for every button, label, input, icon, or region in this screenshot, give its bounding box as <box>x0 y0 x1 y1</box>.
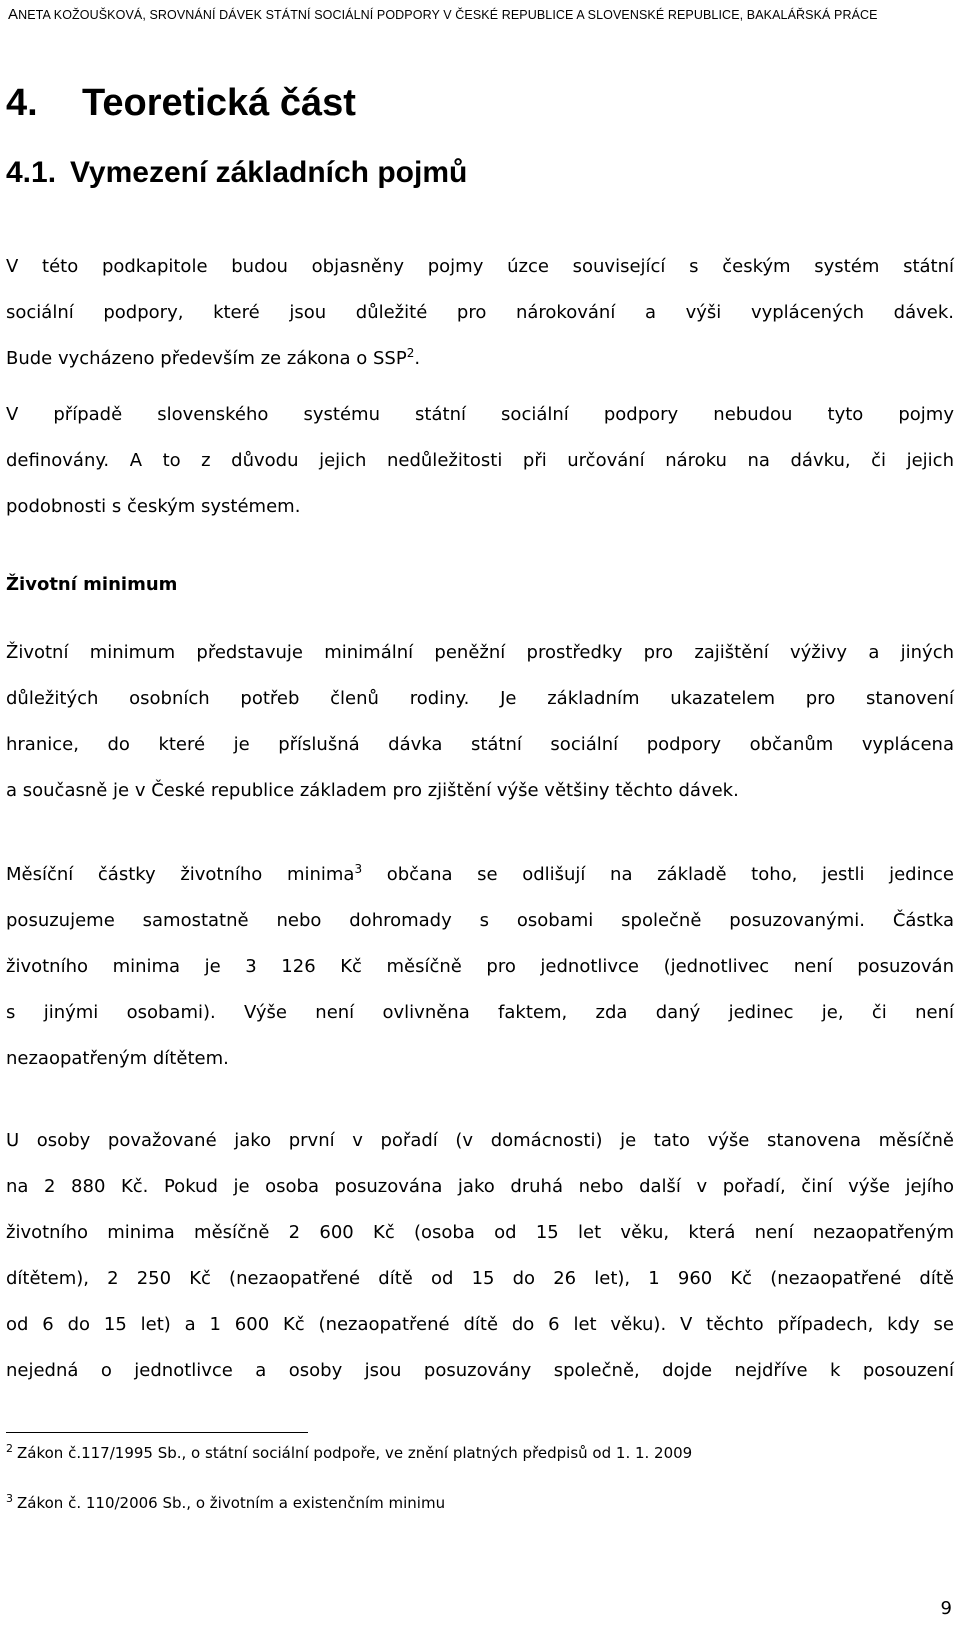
subsection-title: Vymezení základních pojmů <box>70 156 468 189</box>
paragraph-line: podobnosti s českým systémem. <box>6 496 301 517</box>
paragraph-line: nejedná o jednotlivce a osoby jsou posuzovány společně, dojde nejdříve k posouzení <box>6 1360 954 1381</box>
paragraph-household <box>6 1118 954 1394</box>
paragraph-line: nezaopatřeným dítětem. <box>6 1048 229 1069</box>
paragraph-line: sociální podpory, které jsou důležité pro nárokování a výši vyplácených dávek. <box>6 302 954 323</box>
footnote-divider <box>6 1432 308 1433</box>
paragraph-line: od 6 do 15 let) a 1 600 Kč (nezaopatřené dítě do 6 let věku). V těchto případech, kdy se <box>6 1314 954 1335</box>
running-header <box>8 6 952 23</box>
footnote-text: Zákon č.117/1995 Sb., o státní sociální podpoře, ve znění platných předpisů od 1. 1. 2009 <box>17 1444 693 1462</box>
subsection-heading <box>6 156 467 190</box>
paragraph-line: U osoby považované jako první v pořadí (v domácnosti) je tato výše stanovena měsíčně <box>6 1130 954 1151</box>
paragraph-line: životního minima je 3 126 Kč měsíčně pro jednotlivce (jednotlivec není posuzován <box>6 956 954 977</box>
subheading-zivotni-minimum: Životní minimum <box>6 574 178 595</box>
paragraph-line: na 2 880 Kč. Pokud je osoba posuzována jako druhá nebo další v pořadí, činí výše jejího <box>6 1176 954 1197</box>
paragraph-line: dítětem), 2 250 Kč (nezaopatřené dítě od 15 do 26 let), 1 960 Kč (nezaopatřené dítě <box>6 1268 954 1289</box>
paragraph-line <box>6 336 954 382</box>
paragraph-line: důležitých osobních potřeb členů rodiny. Je základním ukazatelem pro stanovení <box>6 688 954 709</box>
paragraph-line: posuzujeme samostatně nebo dohromady s osobami společně posuzovanými. Částka <box>6 910 954 931</box>
paragraph-line: životního minima měsíčně 2 600 Kč (osoba od 15 let věku, která není nezaopatřeným <box>6 1222 954 1243</box>
footnote-text: Zákon č. 110/2006 Sb., o životním a existenčním minimu <box>17 1494 446 1512</box>
paragraph-slovak-system <box>6 392 954 530</box>
paragraph-line: V této podkapitole budou objasněny pojmy úzce související s českým systém státní <box>6 256 954 277</box>
footnote-3 <box>6 1494 445 1512</box>
paragraph-definition <box>6 630 954 814</box>
footnote-mark: 3 <box>6 1492 13 1505</box>
subsection-number: 4.1. <box>6 156 57 189</box>
paragraph-line: a současně je v České republice základem pro zjištění výše většiny těchto dávek. <box>6 780 739 801</box>
section-number: 4. <box>6 82 38 124</box>
section-heading <box>6 82 356 125</box>
paragraph-line: Životní minimum představuje minimální peněžní prostředky pro zajištění výživy a jiných <box>6 642 954 663</box>
paragraph-line <box>6 852 954 898</box>
footnote-ref-3[interactable]: 3 <box>354 862 363 876</box>
footnote-2 <box>6 1444 692 1462</box>
paragraph-text: . <box>414 348 421 369</box>
paragraph-line: s jinými osobami). Výše není ovlivněna faktem, zda daný jedinec je, či není <box>6 1002 954 1023</box>
footnote-ref-2[interactable]: 2 <box>406 346 415 360</box>
paragraph-line: definovány. A to z důvodu jejich nedůležitosti při určování nároku na dávku, či jejich <box>6 450 954 471</box>
paragraph-text: Měsíční částky životního minima <box>6 864 355 885</box>
running-header-initial: A <box>8 6 19 23</box>
paragraph-intro <box>6 244 954 382</box>
paragraph-text: občana se odlišují na základě toho, jestli jedince <box>362 864 954 885</box>
footnote-mark: 2 <box>6 1442 13 1455</box>
running-header-text: NETA KOŽOUŠKOVÁ, SROVNÁNÍ DÁVEK STÁTNÍ SOCIÁLNÍ PODPORY V ČESKÉ REPUBLICE A SLOVENSKÉ REPUBLICE, BAKALÁŘSKÁ PRÁCE <box>18 8 878 22</box>
paragraph-line: hranice, do které je příslušná dávka státní sociální podpory občanům vyplácena <box>6 734 954 755</box>
page-number: 9 <box>940 1598 952 1619</box>
paragraph-text: Bude vycházeno především ze zákona o SSP <box>6 348 407 369</box>
paragraph-monthly-amounts <box>6 852 954 1082</box>
paragraph-line: V případě slovenského systému státní sociální podpory nebudou tyto pojmy <box>6 404 954 425</box>
section-title: Teoretická část <box>82 82 356 124</box>
